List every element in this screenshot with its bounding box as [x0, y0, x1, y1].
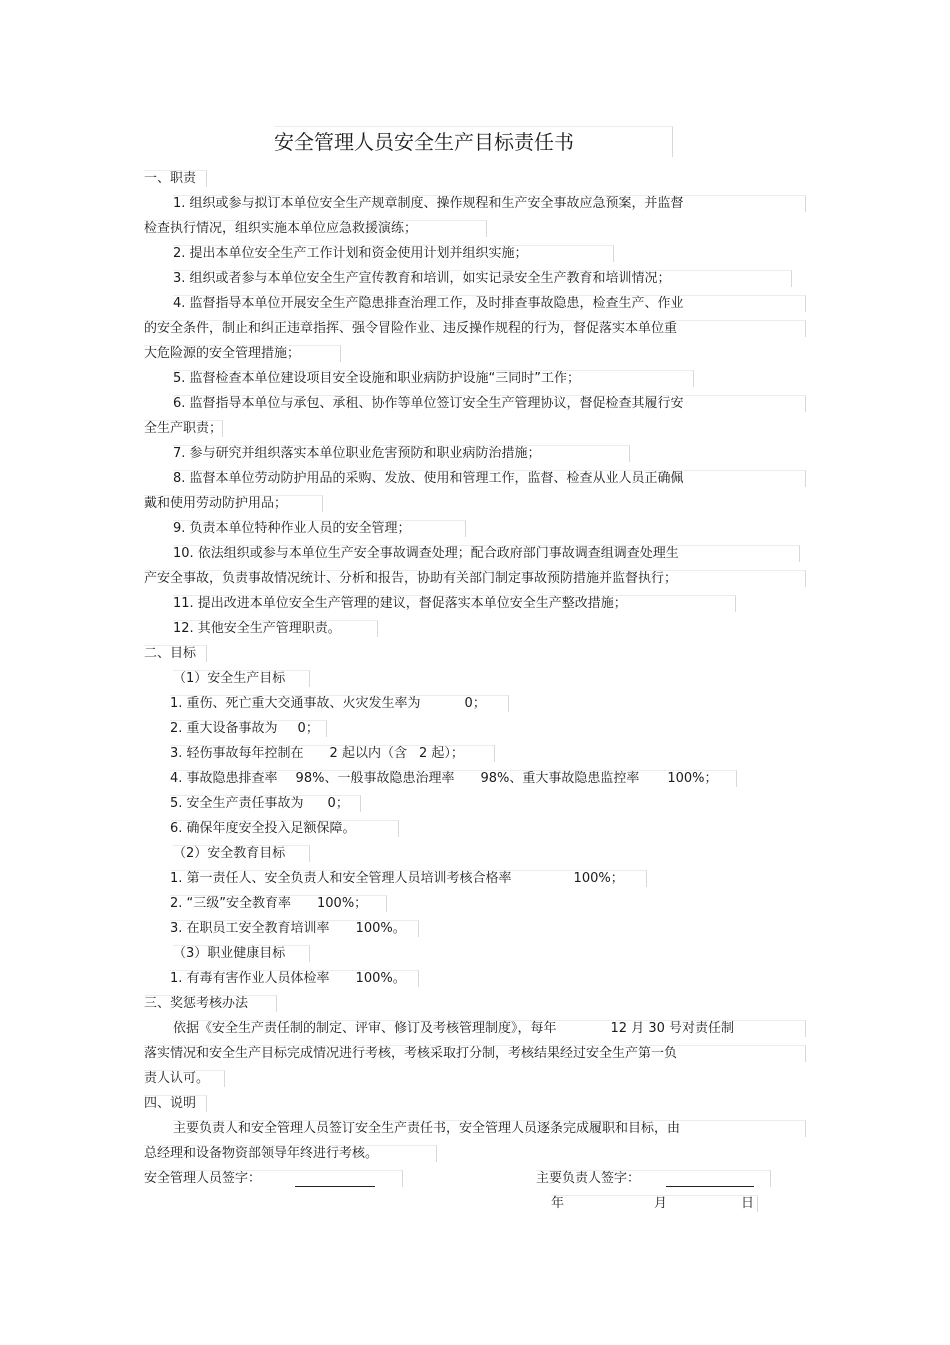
- target-5-text: 5. 安全生产责任事故为: [170, 796, 304, 811]
- signature-line-right: [666, 1173, 754, 1187]
- notes-line-1: 主要负责人和安全管理人员签订安全生产责任书，安全管理人员逐条完成履职和目标，由: [173, 1120, 806, 1137]
- target-line-2: [170, 720, 327, 737]
- section-heading-targets: 二、目标: [144, 645, 207, 662]
- duty-line-12: 12. 其他安全生产管理职责。: [173, 620, 378, 637]
- assessment-line-1: [173, 1020, 806, 1037]
- duty-line-4-cont: 的安全条件，制止和纠正违章指挥、强令冒险作业、违反操作规程的行为，督促落实本单位重: [144, 320, 806, 337]
- duty-line-7: 7. 参与研究并组织落实本单位职业危害预防和职业病防治措施；: [173, 445, 630, 462]
- health-line-1: [170, 970, 419, 987]
- date-month: 月: [654, 1196, 668, 1211]
- duty-line-3: 3. 组织或者参与本单位安全生产宣传教育和培训，如实记录安全生产教育和培训情况；: [173, 270, 792, 287]
- target-1-text: 1. 重伤、死亡重大交通事故、火灾发生率为: [170, 696, 421, 711]
- health-1-text: 1. 有毒有害作业人员体检率: [170, 971, 330, 986]
- duty-line-8-cont: 戴和使用劳动防护用品；: [144, 495, 323, 512]
- education-2-text: 2. “三级”安全教育率: [170, 896, 292, 911]
- target-3-value-2: 2 起）；: [418, 746, 464, 761]
- signature-principal: [536, 1170, 771, 1187]
- education-1-text: 1. 第一责任人、安全负责人和安全管理人员培训考核合格率: [170, 871, 512, 886]
- education-3-text: 3. 在职员工安全教育培训率: [170, 921, 330, 936]
- assessment-text: 依据《安全生产责任制的制定、评审、修订及考核管理制度》，每年: [173, 1021, 557, 1036]
- duty-line-6-cont: 全生产职责；: [144, 421, 223, 436]
- date-day: 日: [741, 1196, 755, 1211]
- section-heading-assessment: 三、奖惩考核办法: [144, 995, 277, 1012]
- target-4-text: 4. 事故隐患排查率: [170, 771, 278, 786]
- duty-line-10-cont: 产安全事故，负责事故情况统计、分析和报告，协助有关部门制定事故预防措施并监督执行；: [144, 570, 806, 587]
- duty-line-11: 11. 提出改进本单位安全生产管理的建议，督促落实本单位安全生产整改措施；: [173, 595, 736, 612]
- duty-line-4-cont2: 大危险源的安全管理措施；: [144, 345, 341, 362]
- target-4-value-3: 100%；: [667, 771, 718, 786]
- education-line-3: [170, 920, 419, 937]
- target-4-value-1: 98%、一般事故隐患治理率: [295, 771, 455, 786]
- assessment-line-2: 落实情况和安全生产目标完成情况进行考核，考核采取打分制，考核结果经过安全生产第一负: [144, 1045, 806, 1062]
- target-3-value: 2 起以内（含: [329, 746, 407, 761]
- section-heading-duties: 一、职责: [144, 170, 207, 187]
- signature-principal-label: 主要负责人签字：: [536, 1171, 641, 1186]
- subheading-education-targets: （2）安全教育目标: [173, 845, 310, 862]
- target-3-text: 3. 轻伤事故每年控制在: [170, 746, 304, 761]
- duty-line-1-cont: 检查执行情况，组织实施本单位应急救援演练；: [144, 220, 487, 237]
- subheading-safety-targets: （1）安全生产目标: [173, 670, 310, 687]
- notes-line-2: 总经理和设备物资部领导年终进行考核。: [144, 1145, 437, 1162]
- assessment-line-3: 责人认可。: [144, 1070, 225, 1087]
- target-line-3: [170, 745, 495, 762]
- education-line-1: [170, 870, 647, 887]
- target-2-text: 2. 重大设备事故为: [170, 721, 278, 736]
- education-1-value: 100%；: [573, 871, 624, 886]
- target-5-value: 0；: [327, 796, 349, 811]
- target-4-value-2: 98%、重大事故隐患监控率: [480, 771, 640, 786]
- education-2-value: 100%；: [317, 896, 368, 911]
- section-heading-notes: 四、说明: [144, 1095, 207, 1112]
- signature-line-left: [295, 1173, 375, 1187]
- target-line-1: [170, 695, 509, 712]
- education-3-value: 100%。: [355, 921, 406, 936]
- target-line-6: 6. 确保年度安全投入足额保障。: [170, 820, 399, 837]
- signature-date: [551, 1195, 758, 1212]
- target-2-value: 0；: [297, 721, 319, 736]
- duty-line-4: 4. 监督指导本单位开展安全生产隐患排查治理工作，及时排查事故隐患，检查生产、作业: [173, 295, 806, 312]
- duty-line-6: 6. 监督指导本单位与承包、承租、协作等单位签订安全生产管理协议，督促检查其履行安: [173, 395, 806, 412]
- duty-line-1: 1. 组织或参与拟订本单位安全生产规章制度、操作规程和生产安全事故应急预案，并监督: [173, 195, 806, 212]
- signature-safety-officer-label: 安全管理人员签字：: [144, 1171, 262, 1186]
- duty-line-8: 8. 监督本单位劳动防护用品的采购、发放、使用和管理工作，监督、检查从业人员正确佩: [173, 470, 806, 487]
- duty-line-2: 2. 提出本单位安全生产工作计划和资金使用计划并组织实施；: [173, 245, 614, 262]
- duty-line-5: 5. 监督检查本单位建设项目安全设施和职业病防护设施“三同时”工作；: [173, 370, 694, 387]
- document-title: 安全管理人员安全生产目标责任书: [274, 126, 673, 157]
- health-1-value: 100%。: [355, 971, 406, 986]
- signature-safety-officer: [144, 1170, 403, 1187]
- subheading-health-targets: （3）职业健康目标: [173, 945, 310, 962]
- education-line-2: [170, 895, 387, 912]
- date-year: 年: [551, 1196, 565, 1211]
- target-1-value: 0；: [464, 696, 486, 711]
- target-line-4: [170, 770, 737, 787]
- target-line-5: [170, 795, 361, 812]
- assessment-date: 12 月 30 号对责任制: [610, 1021, 734, 1036]
- duty-line-10: 10. 依法组织或参与本单位生产安全事故调查处理；配合政府部门事故调查组调查处理生: [173, 545, 800, 562]
- duty-line-9: 9. 负责本单位特种作业人员的安全管理；: [173, 520, 466, 537]
